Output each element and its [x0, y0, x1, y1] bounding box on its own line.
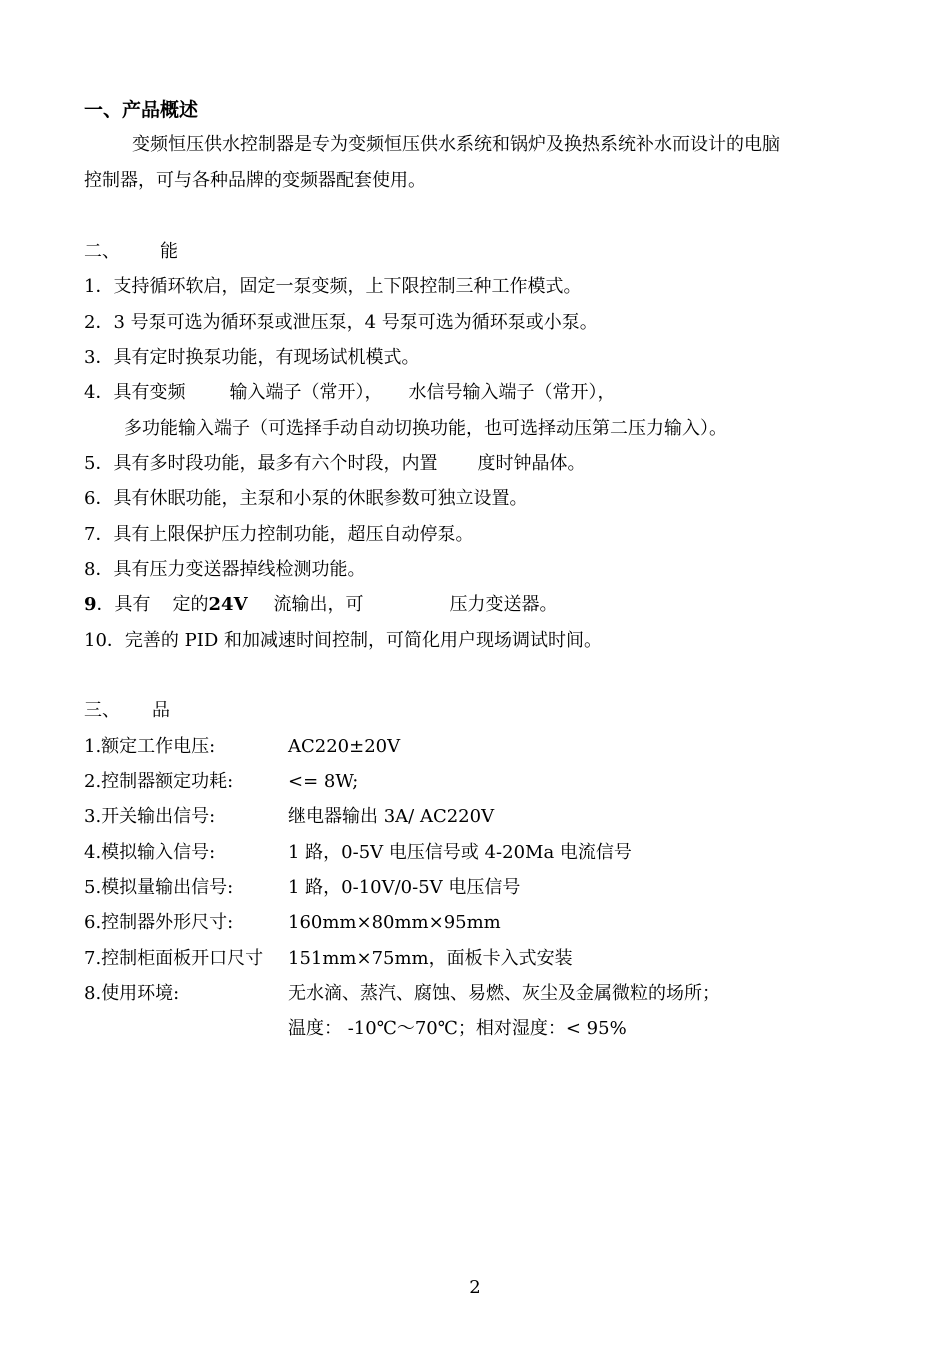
function-item-3: 3．具有定时换泵功能，有现场试机模式。: [84, 347, 420, 368]
function-item-9-number: 9: [84, 594, 97, 615]
section-heading-text: 品: [152, 700, 170, 721]
overview-paragraph-line-2: 控制器，可与各种品牌的变频器配套使用。: [84, 170, 426, 191]
function-item-5-part-b: 度时钟晶体。: [477, 453, 586, 474]
function-item-9-part-b: 定的: [172, 594, 209, 615]
spec-label-1: 1.额定工作电压:: [84, 736, 216, 757]
page-number: 2: [469, 1277, 481, 1298]
function-item-6: 6．具有休眠功能，主泵和小泵的休眠参数可独立设置。: [84, 488, 528, 509]
function-item-4-part-b: 输入端子（常开），: [229, 382, 383, 403]
spec-value-8-continued: 温度： -10℃～70℃；相对湿度：< 95%: [288, 1018, 627, 1039]
function-item-4: [84, 381, 615, 405]
function-item-9-voltage: 24V: [208, 594, 248, 615]
spec-value-4: 1 路，0-5V 电压信号或 4-20Ma 电流信号: [288, 842, 632, 863]
section-heading-overview: 一、产品概述: [84, 99, 199, 121]
section-heading-specs: [84, 699, 170, 723]
function-item-9: [84, 593, 558, 617]
overview-paragraph-line-1: 变频恒压供水控制器是专为变频恒压供水系统和锅炉及换热系统补水而设计的电脑: [132, 134, 780, 155]
function-item-10: 10．完善的 PID 和加减速时间控制，可简化用户现场调试时间。: [84, 630, 602, 651]
spec-value-6: 160mm×80mm×95mm: [288, 912, 501, 933]
spec-value-1: AC220±20V: [288, 736, 401, 757]
spec-label-4: 4.模拟输入信号:: [84, 842, 216, 863]
function-item-4-part-c: 水信号输入端子（常开），: [408, 382, 616, 403]
function-item-8: 8．具有压力变送器掉线检测功能。: [84, 559, 366, 580]
function-item-9-part-d: 流输出，可: [273, 594, 364, 615]
spec-value-5: 1 路，0-10V/0-5V 电压信号: [288, 877, 521, 898]
function-item-5: [84, 452, 585, 476]
spec-label-3: 3.开关输出信号:: [84, 806, 216, 827]
function-item-4-continued: 多功能输入端子（可选择手动自动切换功能，也可选择动压第二压力输入）。: [124, 418, 727, 439]
function-item-1: 1．支持循环软启，固定一泵变频，上下限控制三种工作模式。: [84, 276, 582, 297]
section-heading-number: 二、: [84, 241, 120, 262]
spec-value-2: <= 8W;: [288, 771, 359, 792]
function-item-4-part-a: 4．具有变频: [84, 382, 186, 403]
spec-value-7: 151mm×75mm，面板卡入式安装: [288, 948, 573, 969]
function-item-7: 7．具有上限保护压力控制功能，超压自动停泵。: [84, 524, 474, 545]
function-item-2: 2．3 号泵可选为循环泵或泄压泵，4 号泵可选为循环泵或小泵。: [84, 312, 598, 333]
spec-label-5: 5.模拟量输出信号:: [84, 877, 234, 898]
spec-label-7: 7.控制柜面板开口尺寸: [84, 948, 264, 969]
section-heading-number: 三、: [84, 700, 120, 721]
function-item-9-part-a: ．具有: [96, 594, 151, 615]
spec-label-6: 6.控制器外形尺寸:: [84, 912, 234, 933]
section-heading-functions: [84, 240, 178, 264]
spec-value-8: 无水滴、蒸汽、腐蚀、易燃、灰尘及金属微粒的场所；: [288, 983, 720, 1004]
section-heading-text: 能: [160, 241, 178, 262]
function-item-9-part-e: 压力变送器。: [449, 594, 558, 615]
spec-value-3: 继电器输出 3A/ AC220V: [288, 806, 495, 827]
spec-label-8: 8.使用环境:: [84, 983, 180, 1004]
function-item-5-part-a: 5．具有多时段功能，最多有六个时段，内置: [84, 453, 438, 474]
spec-label-2: 2.控制器额定功耗:: [84, 771, 234, 792]
